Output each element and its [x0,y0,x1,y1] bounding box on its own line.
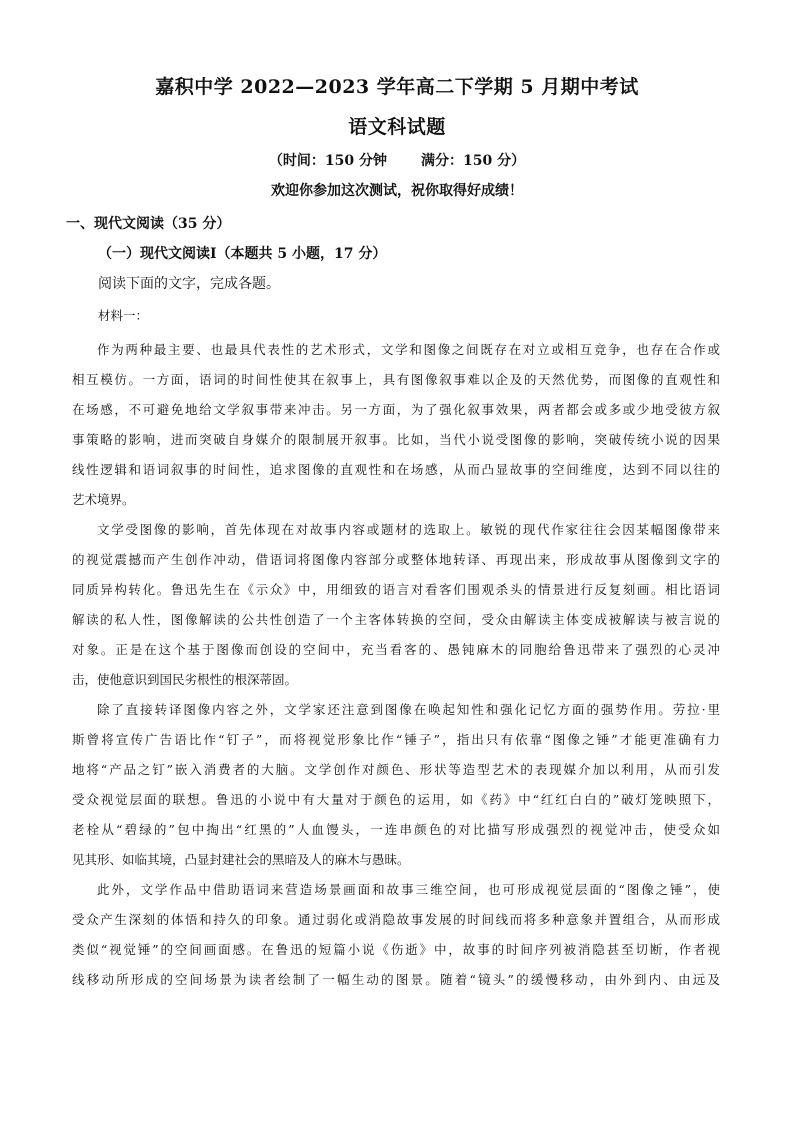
passage-line: 此外，文学作品中借助语词来营造场景画面和故事三维空间，也可形成视觉层面的“图像之锤”，使 [97,882,720,897]
passage-line: 除了直接转译图像内容之外，文学家还注意到图像在唤起知性和强化记忆方面的强势作用。劳拉·里 [97,702,720,717]
section-heading: 一、现代文阅读（35 分） [66,216,231,232]
passage-line: 击，使他意识到国民劣根性的根深蒂固。 [72,672,298,687]
exam-title: 嘉积中学 2022—2023 学年高二下学期 5 月期中考试 [155,76,639,98]
greeting: 欢迎你参加这次测试，祝你取得好成绩！ [271,183,523,199]
passage-line: 受众视觉层面的联想。鲁迅的小说中有大量对于颜色的运用，如《药》中“红红白白的”破灯笼映照下， [72,792,720,807]
passage-line: 受众产生深刻的体悟和持久的印象。通过弱化或消隐故事发展的时间线而将多种意象并置组合，从而形成 [72,912,720,927]
passage-line: 艺术境界。 [72,492,135,507]
passage-line: 老栓从“碧绿的”包中掏出“红黑的”人血馒头，一连串颜色的对比描写形成强烈的视觉冲击，使受众如 [72,822,720,837]
passage-line: 在场感，不可避免地给文学叙事带来冲击。另一方面，为了强化叙事效果，两者都会或多或少地受彼方叙 [72,402,720,417]
passage-line: 相互模仿。一方面，语词的时间性使其在叙事上，具有图像叙事难以企及的天然优势，而图像的直观性和 [72,372,720,387]
passage-line: 解读的私人性，图像解读的公共性创造了一个主客体转换的空间，受众由解读主体变成被解读与被言说的 [72,612,720,627]
passage-line: 文学受图像的影响，首先体现在对故事内容或题材的选取上。敏锐的现代作家往往会因某幅图像带来 [97,522,720,537]
exam-score: 满分：150 分） [421,153,526,169]
exam-time: （时间：150 分钟 [268,153,387,169]
exam-subtitle: 语文科试题 [348,116,446,138]
material-label: 材料一： [98,308,149,323]
passage-line: 对象。正是在这个基于图像而创设的空间中，充当看客的、愚钝麻木的同胞给鲁迅带来了强烈的心灵冲 [72,642,720,657]
subsection-heading: （一）现代文阅读Ⅰ（本题共 5 小题，17 分） [98,246,387,262]
passage-line: 类似“视觉锤”的空间画面感。在鲁迅的短篇小说《伤逝》中，故事的时间序列被消隐甚至切断，作者视 [72,942,720,957]
passage-line: 见其形、如临其境，凸显封建社会的黑暗及人的麻木与愚昧。 [72,852,410,867]
passage-line: 事策略的影响，进而突破自身媒介的限制展开叙事。比如，当代小说受图像的影响，突破传统小说的因果 [72,432,720,447]
passage-line: 线性逻辑和语词叙事的时间性，追求图像的直观性和在场感，从而凸显故事的空间维度，达到不同以往的 [72,462,720,477]
exam-meta [0,150,794,170]
passage-line: 同质异构转化。鲁迅先生在《示众》中，用细致的语言对看客们围观杀头的情景进行反复刻画。相比语词 [72,582,720,597]
passage-line: 的视觉震撼而产生创作冲动，借语词将图像内容部分或整体地转译、再现出来，形成故事从图像到文字的 [72,552,720,567]
passage-line: 线移动所形成的空间场景为读者绘制了一幅生动的图景。随着“镜头”的缓慢移动，由外到内、由远及 [72,972,720,987]
reading-passage [72,335,720,995]
passage-line: 作为两种最主要、也最具代表性的艺术形式，文学和图像之间既存在对立或相互竞争，也存在合作或 [97,342,720,357]
passage-line: 地将“产品之钉”嵌入消费者的大脑。文学创作对颜色、形状等造型艺术的表现媒介加以利用，从而引发 [72,762,720,777]
instruction-text: 阅读下面的文字，完成各题。 [98,276,280,292]
passage-line: 斯曾将宣传广告语比作“钉子”，而将视觉形象比作“锤子”，指出只有依靠“图像之锤”才能更准确有力 [72,732,720,747]
